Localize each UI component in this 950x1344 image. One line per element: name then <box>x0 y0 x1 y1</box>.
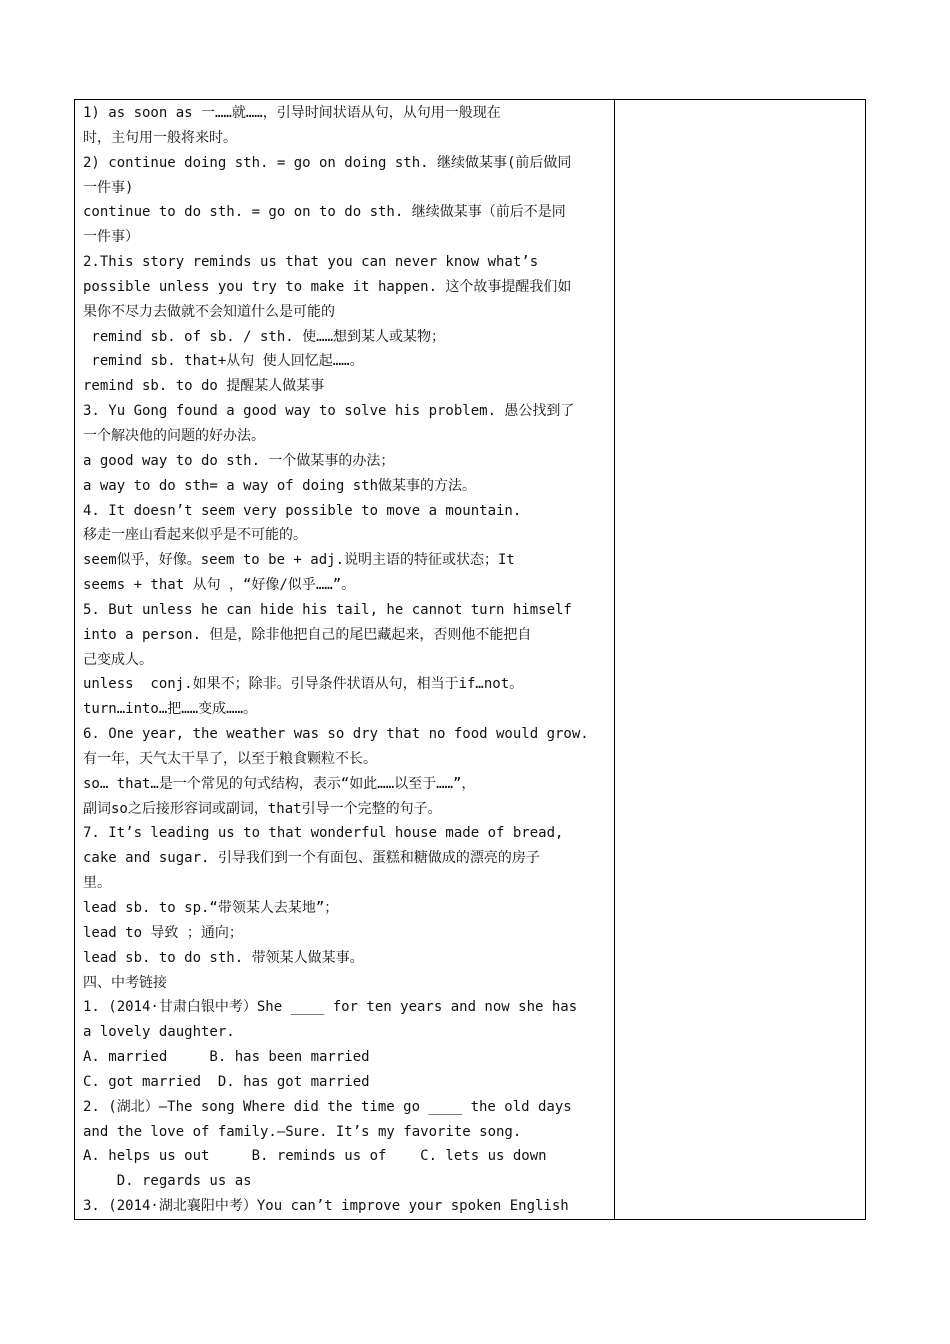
question-line: 1. (2014·甘肃白银中考）She ____ for ten years and now she has <box>83 999 578 1016</box>
text-line: remind sb. that+从句 使人回忆起……。 <box>83 353 364 370</box>
answer-options: D. regards us as <box>83 1173 252 1190</box>
text-line: remind sb. of sb. / sth. 使……想到某人或某物； <box>83 328 446 345</box>
text-line: 果你不尽力去做就不会知道什么是可能的 <box>83 303 335 320</box>
text-line: remind sb. to do 提醒某人做某事 <box>83 378 325 395</box>
text-line: 2.This story reminds us that you can never know what’s <box>83 254 539 271</box>
text-line: continue to do sth. = go on to do sth. 继续做某事（前后不是同 <box>83 204 566 221</box>
answer-options: A. married B. has been married <box>83 1049 370 1066</box>
text-line: 1) as soon as 一……就……，引导时间状语从句，从句用一般现在 <box>83 105 501 121</box>
text-line: 7. It’s leading us to that wonderful house made of bread, <box>83 825 564 842</box>
text-line: 副词so之后接形容词或副词，that引导一个完整的句子。 <box>83 800 442 817</box>
text-line: unless conj.如果不；除非。引导条件状语从句，相当于if…not。 <box>83 676 524 693</box>
text-line: so… that…是一个常见的句式结构，表示“如此……以至于……”， <box>83 775 476 792</box>
answer-options: A. helps us out B. reminds us of C. lets us down <box>83 1148 547 1165</box>
answer-options: C. got married D. has got married <box>83 1073 370 1090</box>
text-line: a way to do sth= a way of doing sth做某事的方法。 <box>83 477 477 494</box>
text-line: lead sb. to do sth. 带领某人做某事。 <box>83 949 364 966</box>
text-line: into a person. 但是，除非他把自己的尾巴藏起来，否则他不能把自 <box>83 626 532 643</box>
text-line: 4. It doesn’t seem very possible to move a mountain. <box>83 502 522 519</box>
question-line: 2. (湖北）—The song Where did the time go ____ the old days <box>83 1098 572 1115</box>
text-line: 3. Yu Gong found a good way to solve his problem. 愚公找到了 <box>83 403 575 420</box>
text-line: 一件事） <box>83 229 139 246</box>
empty-cell <box>615 100 865 1219</box>
text-line: 里。 <box>83 875 111 892</box>
text-line: seems + that 从句 ，“好像/似乎……”。 <box>83 577 356 594</box>
question-line: and the love of family.—Sure. It’s my favorite song. <box>83 1123 522 1140</box>
text-line: 己变成人。 <box>83 651 153 668</box>
text-line: turn…into…把……变成……。 <box>83 701 258 718</box>
text-line: 6. One year, the weather was so dry that no food would grow. <box>83 726 589 743</box>
text-line: 一个解决他的问题的好办法。 <box>83 427 265 444</box>
text-line: a good way to do sth. 一个做某事的办法； <box>83 452 395 469</box>
question-line: 3. (2014·湖北襄阳中考）You can’t improve your spoken English <box>83 1198 569 1215</box>
text-line: possible unless you try to make it happen. 这个故事提醒我们如 <box>83 278 572 295</box>
text-line: cake and sugar. 引导我们到一个有面包、蛋糕和糖做成的漂亮的房子 <box>83 850 540 867</box>
text-line: lead to 导致 ；通向； <box>83 924 243 941</box>
question-line: a lovely daughter. <box>83 1024 235 1041</box>
text-line: lead sb. to sp.“带领某人去某地”； <box>83 900 339 916</box>
text-line: seem似乎，好像。seem to be + adj.说明主语的特征或状态；It <box>83 552 515 569</box>
text-line: 2) continue doing sth. = go on doing sth. 继续做某事(前后做同 <box>83 154 572 171</box>
text-line: 有一年，天气太干旱了，以至于粮食颗粒不长。 <box>83 750 377 767</box>
text-line: 5. But unless he can hide his tail, he cannot turn himself <box>83 601 572 618</box>
text-line: 移走一座山看起来似乎是不可能的。 <box>83 527 307 544</box>
text-line: 时，主句用一般将来时。 <box>83 129 237 146</box>
content-table <box>74 99 866 1220</box>
notes-cell <box>83 101 611 1219</box>
text-line: 一件事) <box>83 179 134 196</box>
section-heading: 四、中考链接 <box>83 974 167 991</box>
